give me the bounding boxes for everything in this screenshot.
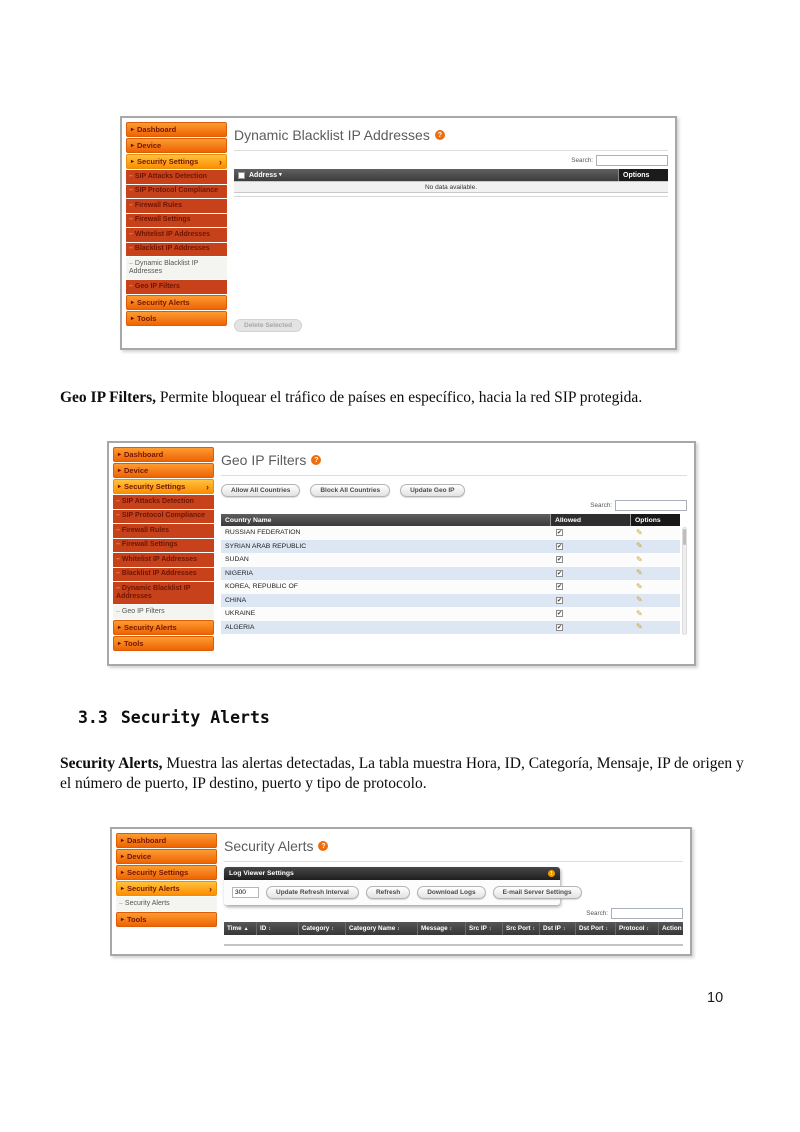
- sidebar-item-label: Dashboard: [127, 836, 167, 845]
- paragraph-lead: Geo IP Filters,: [60, 389, 156, 406]
- table-body: [221, 526, 680, 634]
- search-row: [221, 500, 687, 511]
- table-header: [224, 922, 687, 935]
- column-label: Dst IP: [543, 925, 561, 932]
- allowed-checkbox[interactable]: ✔: [557, 530, 563, 537]
- sidebar-item-firewall-settings[interactable]: [113, 539, 214, 553]
- table-footer-line: [234, 196, 668, 197]
- allowed-checkbox[interactable]: ✔: [557, 624, 563, 631]
- table-row[interactable]: [221, 594, 680, 608]
- dash-icon: –: [129, 172, 133, 180]
- dash-icon: –: [116, 570, 120, 577]
- allowed-checkbox[interactable]: ✔: [557, 584, 563, 591]
- divider: [224, 861, 683, 862]
- sidebar-item-dynamic-blacklist[interactable]: [126, 257, 227, 279]
- paragraph-body: Permite bloquear el tráfico de países en específico, hacia la red SIP protegida.: [156, 389, 643, 406]
- sort-icon: ↕: [605, 925, 608, 932]
- block-all-countries-button[interactable]: Block All Countries: [310, 484, 390, 497]
- screenshot-geo-ip-filters: [107, 441, 696, 666]
- dash-icon: –: [116, 526, 120, 534]
- column-header-options: [618, 169, 668, 181]
- email-server-settings-button[interactable]: E-mail Server Settings: [493, 886, 582, 899]
- triangle-icon: ▸: [118, 468, 122, 474]
- chevron-right-icon: ›: [209, 883, 212, 894]
- sort-icon: ↕: [683, 925, 687, 932]
- sidebar-item-sip-attacks[interactable]: [126, 170, 227, 184]
- edit-icon[interactable]: ✎: [636, 581, 643, 591]
- search-label: Search:: [586, 910, 608, 917]
- sidebar-item-label: Security Alerts: [124, 899, 170, 907]
- dash-icon: –: [129, 187, 133, 194]
- column-header-allowed[interactable]: Allowed: [550, 514, 630, 526]
- column-header-dst-port[interactable]: [576, 922, 616, 935]
- dash-icon: –: [129, 282, 133, 290]
- dash-icon: –: [116, 541, 120, 548]
- sidebar-item-security-alerts-sub[interactable]: [116, 897, 217, 911]
- sidebar-item-label: Tools: [137, 313, 157, 323]
- sidebar-item-device[interactable]: [126, 138, 227, 153]
- allowed-checkbox[interactable]: ✔: [557, 597, 563, 604]
- country-name: RUSSIAN FEDERATION: [225, 529, 301, 537]
- dash-icon: –: [119, 899, 123, 907]
- table-row[interactable]: [221, 567, 680, 581]
- sidebar-item-security-settings[interactable]: [113, 479, 214, 494]
- allowed-cell: [550, 610, 630, 617]
- sidebar-item-label: Tools: [127, 914, 147, 924]
- sidebar-item-label: Firewall Settings: [134, 216, 191, 223]
- triangle-icon: ▸: [118, 640, 122, 647]
- help-icon[interactable]: ?: [435, 130, 445, 140]
- triangle-icon: ▸: [118, 452, 122, 458]
- sidebar-item-dashboard[interactable]: [113, 447, 214, 462]
- empty-table-message: No data available.: [234, 181, 668, 193]
- allowed-checkbox[interactable]: ✔: [557, 570, 563, 577]
- page-number: 10: [707, 990, 724, 1006]
- country-name: CHINA: [225, 596, 247, 604]
- country-name: SUDAN: [225, 556, 249, 564]
- update-refresh-interval-button[interactable]: Update Refresh Interval: [266, 886, 359, 899]
- column-header-protocol[interactable]: [616, 922, 659, 935]
- sort-icon: ↕: [397, 925, 400, 932]
- sidebar-item-security-alerts[interactable]: [116, 881, 217, 896]
- sidebar-item-tools[interactable]: [113, 636, 214, 651]
- select-all-checkbox[interactable]: [238, 172, 245, 179]
- allowed-cell: [550, 583, 630, 590]
- table-row[interactable]: [221, 607, 680, 621]
- column-header-src-ip[interactable]: [466, 922, 503, 935]
- sidebar-item-label: SIP Attacks Detection: [121, 497, 194, 505]
- sort-desc-icon: ▾: [279, 172, 282, 178]
- sidebar: [116, 833, 217, 950]
- sort-icon: ↕: [488, 925, 492, 932]
- column-header-action[interactable]: [659, 922, 696, 935]
- sidebar-item-label: Blacklist IP Addresses: [134, 245, 210, 252]
- dash-icon: –: [129, 216, 133, 223]
- refresh-button[interactable]: Refresh: [366, 886, 410, 899]
- sidebar-item-device[interactable]: [113, 463, 214, 478]
- alert-icon[interactable]: !: [548, 870, 555, 877]
- dash-icon: –: [116, 584, 120, 592]
- divider: [221, 475, 687, 476]
- sidebar-item-firewall-settings[interactable]: [126, 214, 227, 228]
- screenshot-dynamic-blacklist: [120, 116, 677, 350]
- sort-icon: ↕: [331, 925, 334, 932]
- dash-icon: –: [116, 607, 120, 615]
- edit-icon[interactable]: ✎: [636, 595, 643, 605]
- sidebar-item-label: Dashboard: [124, 450, 164, 459]
- edit-icon[interactable]: ✎: [636, 622, 643, 632]
- allowed-checkbox[interactable]: ✔: [557, 557, 563, 564]
- update-geo-ip-button[interactable]: Update Geo IP: [400, 484, 464, 497]
- page-title-text: Geo IP Filters: [221, 452, 307, 468]
- allowed-cell: [550, 529, 630, 536]
- options-cell: [630, 596, 680, 604]
- column-label: Dst Port: [579, 925, 604, 932]
- sidebar-item-label: Dynamic Blacklist IP Addresses: [129, 259, 199, 275]
- edit-icon[interactable]: ✎: [636, 568, 643, 578]
- actions-row: [221, 484, 687, 497]
- scrollbar[interactable]: [682, 527, 687, 635]
- sidebar-item-label: Geo IP Filters: [134, 282, 180, 290]
- country-name: ALGERIA: [225, 623, 255, 631]
- dash-icon: –: [129, 230, 133, 238]
- triangle-icon: ▸: [121, 838, 125, 844]
- column-label: Address: [249, 171, 278, 179]
- edit-icon[interactable]: ✎: [636, 608, 643, 618]
- search-input[interactable]: [611, 908, 683, 919]
- dash-icon: –: [116, 497, 120, 505]
- triangle-icon: ▸: [131, 143, 135, 149]
- sidebar-item-label: SIP Protocol Compliance: [134, 187, 219, 194]
- download-logs-button[interactable]: Download Logs: [417, 886, 485, 899]
- sort-icon: ↕: [268, 925, 271, 932]
- table-footer-line: [224, 944, 683, 946]
- sidebar-item-dynamic-blacklist[interactable]: [113, 582, 214, 604]
- table-header: [221, 514, 680, 526]
- options-cell: [630, 569, 680, 577]
- options-cell: [630, 556, 680, 564]
- sidebar-item-geo-ip-filters[interactable]: [113, 605, 214, 619]
- column-header-category[interactable]: [299, 922, 346, 935]
- country-name: SYRIAN ARAB REPUBLIC: [225, 542, 307, 550]
- sort-icon: ↕: [562, 925, 566, 932]
- sidebar: [126, 122, 227, 344]
- options-cell: [630, 583, 680, 591]
- sidebar-item-label: Dashboard: [137, 125, 177, 134]
- divider: [234, 150, 668, 151]
- column-header-time[interactable]: [224, 922, 257, 935]
- dash-icon: –: [116, 555, 120, 563]
- sidebar-item-label: SIP Attacks Detection: [134, 172, 207, 180]
- search-label: Search:: [590, 502, 612, 509]
- paragraph-geo-ip: [60, 388, 752, 408]
- sidebar-item-dashboard[interactable]: [126, 122, 227, 137]
- panel-title: Log Viewer Settings: [229, 870, 294, 877]
- edit-icon[interactable]: ✎: [636, 527, 643, 537]
- search-input[interactable]: [596, 155, 668, 166]
- section-heading: [78, 708, 270, 727]
- help-icon[interactable]: ?: [318, 841, 328, 851]
- sidebar-item-label: Firewall Rules: [121, 526, 169, 534]
- sidebar-item-label: Security Alerts: [137, 297, 190, 307]
- main-panel: [217, 833, 686, 950]
- dash-icon: –: [116, 512, 120, 519]
- options-cell: [630, 623, 680, 631]
- column-header-country[interactable]: Country Name: [225, 516, 272, 524]
- sidebar-item-label: Device: [124, 466, 149, 475]
- sidebar-item-label: Whitelist IP Addresses: [134, 230, 210, 238]
- sidebar-item-label: Tools: [124, 638, 144, 648]
- paragraph-body: Muestra las alertas detectadas, La tabla muestra Hora, ID, Categoría, Mensaje, IP de origen y el número de puerto, IP destino, puerto y tipo de protocolo.: [60, 755, 744, 793]
- table-row[interactable]: [221, 540, 680, 554]
- triangle-icon: ▸: [121, 854, 125, 860]
- allowed-cell: [550, 624, 630, 631]
- table-row[interactable]: [221, 580, 680, 594]
- allowed-checkbox[interactable]: ✔: [557, 611, 563, 618]
- country-name: UKRAINE: [225, 610, 256, 618]
- triangle-icon: ▸: [131, 299, 135, 306]
- sidebar: [113, 447, 214, 660]
- column-header-options: Options: [630, 514, 680, 526]
- section-number: 3.3: [78, 708, 108, 727]
- sidebar-item-firewall-rules[interactable]: [113, 524, 214, 538]
- column-header-message[interactable]: [418, 922, 466, 935]
- sidebar-item-firewall-rules[interactable]: [126, 199, 227, 213]
- sidebar-item-tools[interactable]: [126, 311, 227, 326]
- sidebar-item-label: Security Settings: [137, 157, 199, 166]
- sort-icon: ↕: [646, 925, 650, 932]
- allowed-cell: [550, 570, 630, 577]
- column-label: Action: [662, 925, 682, 932]
- triangle-icon: ▸: [121, 886, 125, 892]
- sidebar-item-label: Whitelist IP Addresses: [121, 555, 197, 563]
- sidebar-item-blacklist[interactable]: [126, 243, 227, 257]
- allowed-cell: [550, 543, 630, 550]
- options-cell: [630, 542, 680, 550]
- sidebar-item-security-alerts[interactable]: [113, 620, 214, 635]
- triangle-icon: ▸: [118, 624, 122, 631]
- triangle-icon: ▸: [121, 916, 125, 923]
- scrollbar-thumb[interactable]: [683, 529, 686, 545]
- sidebar-item-label: Security Settings: [127, 868, 189, 877]
- allowed-checkbox[interactable]: ✔: [557, 543, 563, 550]
- delete-selected-button[interactable]: Delete Selected: [234, 319, 302, 332]
- sidebar-item-tools[interactable]: [116, 912, 217, 927]
- sidebar-item-label: Geo IP Filters: [121, 607, 165, 615]
- sidebar-item-sip-protocol[interactable]: [126, 185, 227, 199]
- sidebar-item-label: Device: [127, 852, 152, 861]
- column-header-dst-ip[interactable]: [540, 922, 576, 935]
- log-viewer-settings-panel: [224, 867, 572, 905]
- sidebar-item-label: Dynamic Blacklist IP Addresses: [116, 584, 191, 600]
- column-label: Options: [623, 171, 650, 179]
- search-row: [234, 155, 668, 166]
- country-name: NIGERIA: [225, 569, 253, 577]
- sidebar-item-label: Security Alerts: [127, 884, 180, 893]
- sidebar-item-blacklist[interactable]: [113, 568, 214, 582]
- main-panel: [214, 447, 690, 660]
- sidebar-item-security-alerts[interactable]: [126, 295, 227, 310]
- sidebar-item-whitelist[interactable]: [126, 228, 227, 242]
- paragraph-security-alerts: [60, 754, 754, 794]
- sidebar-item-sip-protocol[interactable]: [113, 510, 214, 524]
- table-row[interactable]: [221, 553, 680, 567]
- column-header-id[interactable]: [257, 922, 299, 935]
- triangle-icon: ▸: [118, 484, 122, 490]
- chevron-right-icon: ›: [206, 481, 209, 492]
- dash-icon: –: [129, 201, 133, 209]
- triangle-icon: ▸: [131, 315, 135, 322]
- sidebar-item-label: SIP Protocol Compliance: [121, 512, 206, 519]
- search-row: [224, 908, 683, 919]
- allowed-cell: [550, 556, 630, 563]
- options-cell: [630, 529, 680, 537]
- triangle-icon: ▸: [131, 127, 135, 133]
- dash-icon: –: [129, 259, 133, 267]
- sidebar-item-security-settings[interactable]: [126, 154, 227, 169]
- column-label: Message: [421, 925, 448, 932]
- column-label: ID: [260, 925, 267, 932]
- sidebar-item-label: Firewall Rules: [134, 201, 182, 209]
- sidebar-item-label: Device: [137, 141, 162, 150]
- allowed-cell: [550, 597, 630, 604]
- search-input[interactable]: [615, 500, 687, 511]
- table-row[interactable]: [221, 621, 680, 635]
- triangle-icon: ▸: [131, 159, 135, 165]
- sidebar-item-sip-attacks[interactable]: [113, 495, 214, 509]
- sidebar-item-label: Blacklist IP Addresses: [121, 570, 197, 577]
- column-label: Src IP: [469, 925, 487, 932]
- screenshot-security-alerts: [110, 827, 692, 956]
- chevron-right-icon: ›: [219, 156, 222, 167]
- sort-icon: ↕: [449, 925, 453, 932]
- dash-icon: –: [129, 245, 133, 252]
- sidebar-item-device[interactable]: [116, 849, 217, 864]
- sort-asc-icon: ▲: [243, 925, 249, 932]
- column-label: Time: [227, 925, 242, 932]
- column-label: Category Name: [349, 925, 396, 932]
- edit-icon[interactable]: ✎: [636, 554, 643, 564]
- column-header-src-port[interactable]: [503, 922, 540, 935]
- refresh-interval-input[interactable]: [232, 887, 259, 898]
- column-label: Src Port: [506, 925, 531, 932]
- page-title-text: Dynamic Blacklist IP Addresses: [234, 127, 430, 143]
- allow-all-countries-button[interactable]: Allow All Countries: [221, 484, 300, 497]
- triangle-icon: ▸: [121, 870, 125, 876]
- main-panel: [227, 122, 671, 344]
- column-header-address[interactable]: [249, 172, 282, 179]
- sidebar-item-security-settings[interactable]: [116, 865, 217, 880]
- table-row[interactable]: [221, 526, 680, 540]
- sidebar-item-label: Security Settings: [124, 482, 186, 491]
- panel-body: [224, 880, 572, 905]
- column-header-category-name[interactable]: [346, 922, 418, 935]
- page-title-text: Security Alerts: [224, 838, 314, 854]
- options-cell: [630, 610, 680, 618]
- table-header: [234, 169, 668, 181]
- panel-header: [224, 867, 560, 880]
- sidebar-item-label: Security Alerts: [124, 622, 177, 632]
- search-label: Search:: [571, 157, 593, 164]
- section-title: Security Alerts: [120, 708, 270, 727]
- page-title: [224, 838, 683, 854]
- table: [221, 514, 687, 634]
- page-title: [221, 452, 687, 468]
- sort-icon: ↕: [532, 925, 535, 932]
- edit-icon[interactable]: ✎: [636, 541, 643, 551]
- paragraph-lead: Security Alerts,: [60, 755, 163, 772]
- sidebar-item-geo-ip-filters[interactable]: [126, 280, 227, 294]
- sidebar-item-dashboard[interactable]: [116, 833, 217, 848]
- column-label: Protocol: [619, 925, 645, 932]
- column-label: Category: [302, 925, 330, 932]
- page-title: [234, 127, 668, 143]
- help-icon[interactable]: ?: [311, 455, 321, 465]
- sidebar-item-whitelist[interactable]: [113, 553, 214, 567]
- country-name: KOREA, REPUBLIC OF: [225, 583, 298, 591]
- sidebar-item-label: Firewall Settings: [121, 541, 178, 548]
